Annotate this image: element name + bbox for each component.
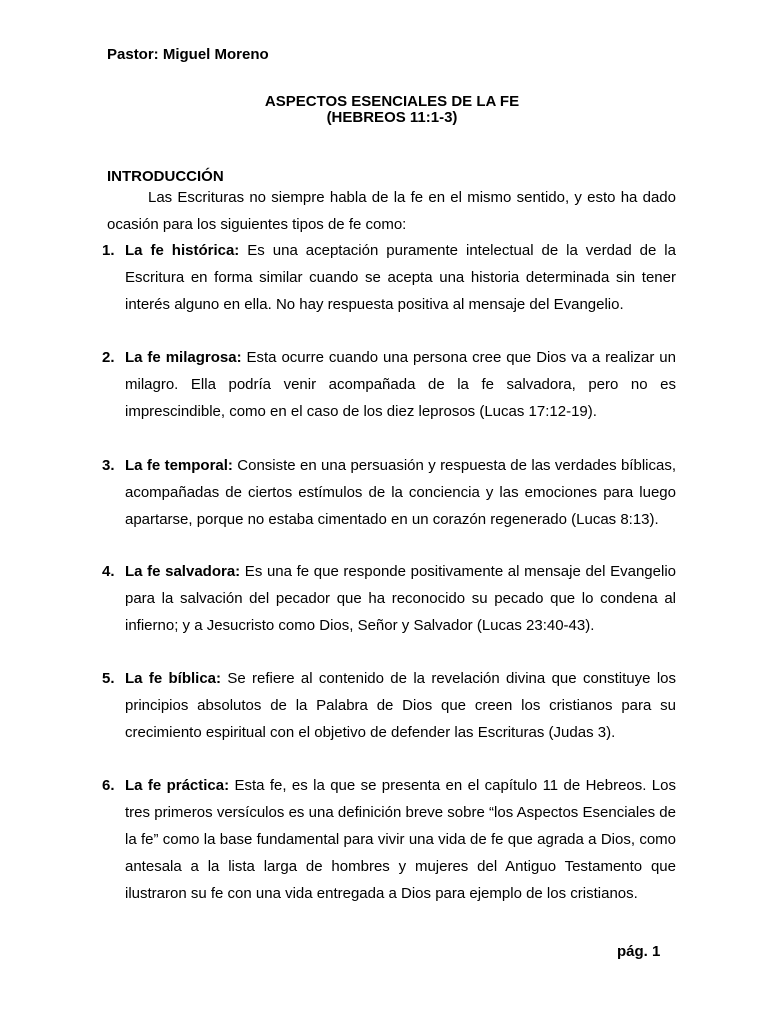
pastor-name: Pastor: Miguel Moreno bbox=[107, 46, 269, 63]
list-number: 3. bbox=[102, 457, 115, 474]
list-number: 6. bbox=[102, 777, 115, 794]
list-number: 2. bbox=[102, 349, 115, 366]
list-item-4 bbox=[102, 558, 676, 639]
list-item-1 bbox=[102, 237, 676, 318]
list-number: 1. bbox=[102, 242, 115, 259]
list-item-5 bbox=[102, 665, 676, 746]
page-number: pág. 1 bbox=[617, 943, 661, 960]
list-term: La fe milagrosa: bbox=[125, 349, 242, 366]
intro-heading: INTRODUCCIÓN bbox=[107, 168, 224, 185]
list-text: Esta fe, es la que se presenta en el capítulo 11 de Hebreos. Los tres primeros versículos es una definición breve sobre “los Aspectos Esenciales de la fe” como la base fundamental para vivir una vida de fe que agrada a Dios, como antesala a la lista larga de hombres y mujeres del Antiguo Testamento que ilustraron su fe con una vida entregada a Dios para ejemplo de los cristianos. bbox=[125, 777, 676, 902]
document-title: ASPECTOS ESENCIALES DE LA FE bbox=[264, 93, 520, 110]
list-item-2 bbox=[102, 344, 676, 425]
list-text: Es una fe que responde positivamente al mensaje del Evangelio para la salvación del pecador que ha reconocido su pecado que lo condena al infierno; y a Jesucristo como Dios, Señor y Salvador (Lucas 23:40-43). bbox=[125, 563, 676, 634]
list-term: La fe bíblica: bbox=[125, 670, 222, 687]
document-subtitle: (HEBREOS 11:1-3) bbox=[326, 109, 458, 126]
list-number: 4. bbox=[102, 563, 115, 580]
list-text: Es una aceptación puramente intelectual de la verdad de la Escritura en forma similar cuando se acepta una historia determinada sin tener interés alguno en ella. No hay respuesta positiva al mensaje del Evangelio. bbox=[125, 242, 676, 313]
list-text: Se refiere al contenido de la revelación divina que constituye los principios absolutos de la Palabra de Dios que creen los cristianos para su crecimiento espiritual con el objetivo de defender las Escrituras (Judas 3). bbox=[125, 670, 676, 741]
list-term: La fe práctica: bbox=[125, 777, 230, 794]
list-item-3 bbox=[102, 452, 676, 533]
list-item-6 bbox=[102, 772, 676, 907]
list-number: 5. bbox=[102, 670, 115, 687]
intro-paragraph: Las Escrituras no siempre habla de la fe en el mismo sentido, y esto ha dado ocasión para los siguientes tipos de fe como: bbox=[107, 189, 676, 233]
list-text: Consiste en una persuasión y respuesta de las verdades bíblicas, acompañadas de ciertos estímulos de la conciencia y las emociones para luego apartarse, porque no estaba cimentado en un corazón regenerado (Lucas 8:13). bbox=[125, 457, 676, 528]
list-term: La fe salvadora: bbox=[125, 563, 241, 580]
list-term: La fe temporal: bbox=[125, 457, 233, 474]
list-term: La fe histórica: bbox=[125, 242, 240, 259]
list-text: Esta ocurre cuando una persona cree que Dios va a realizar un milagro. Ella podría venir acompañada de la fe salvadora, pero no es imprescindible, como en el caso de los diez leprosos (Lucas 17:12-19). bbox=[125, 349, 676, 420]
